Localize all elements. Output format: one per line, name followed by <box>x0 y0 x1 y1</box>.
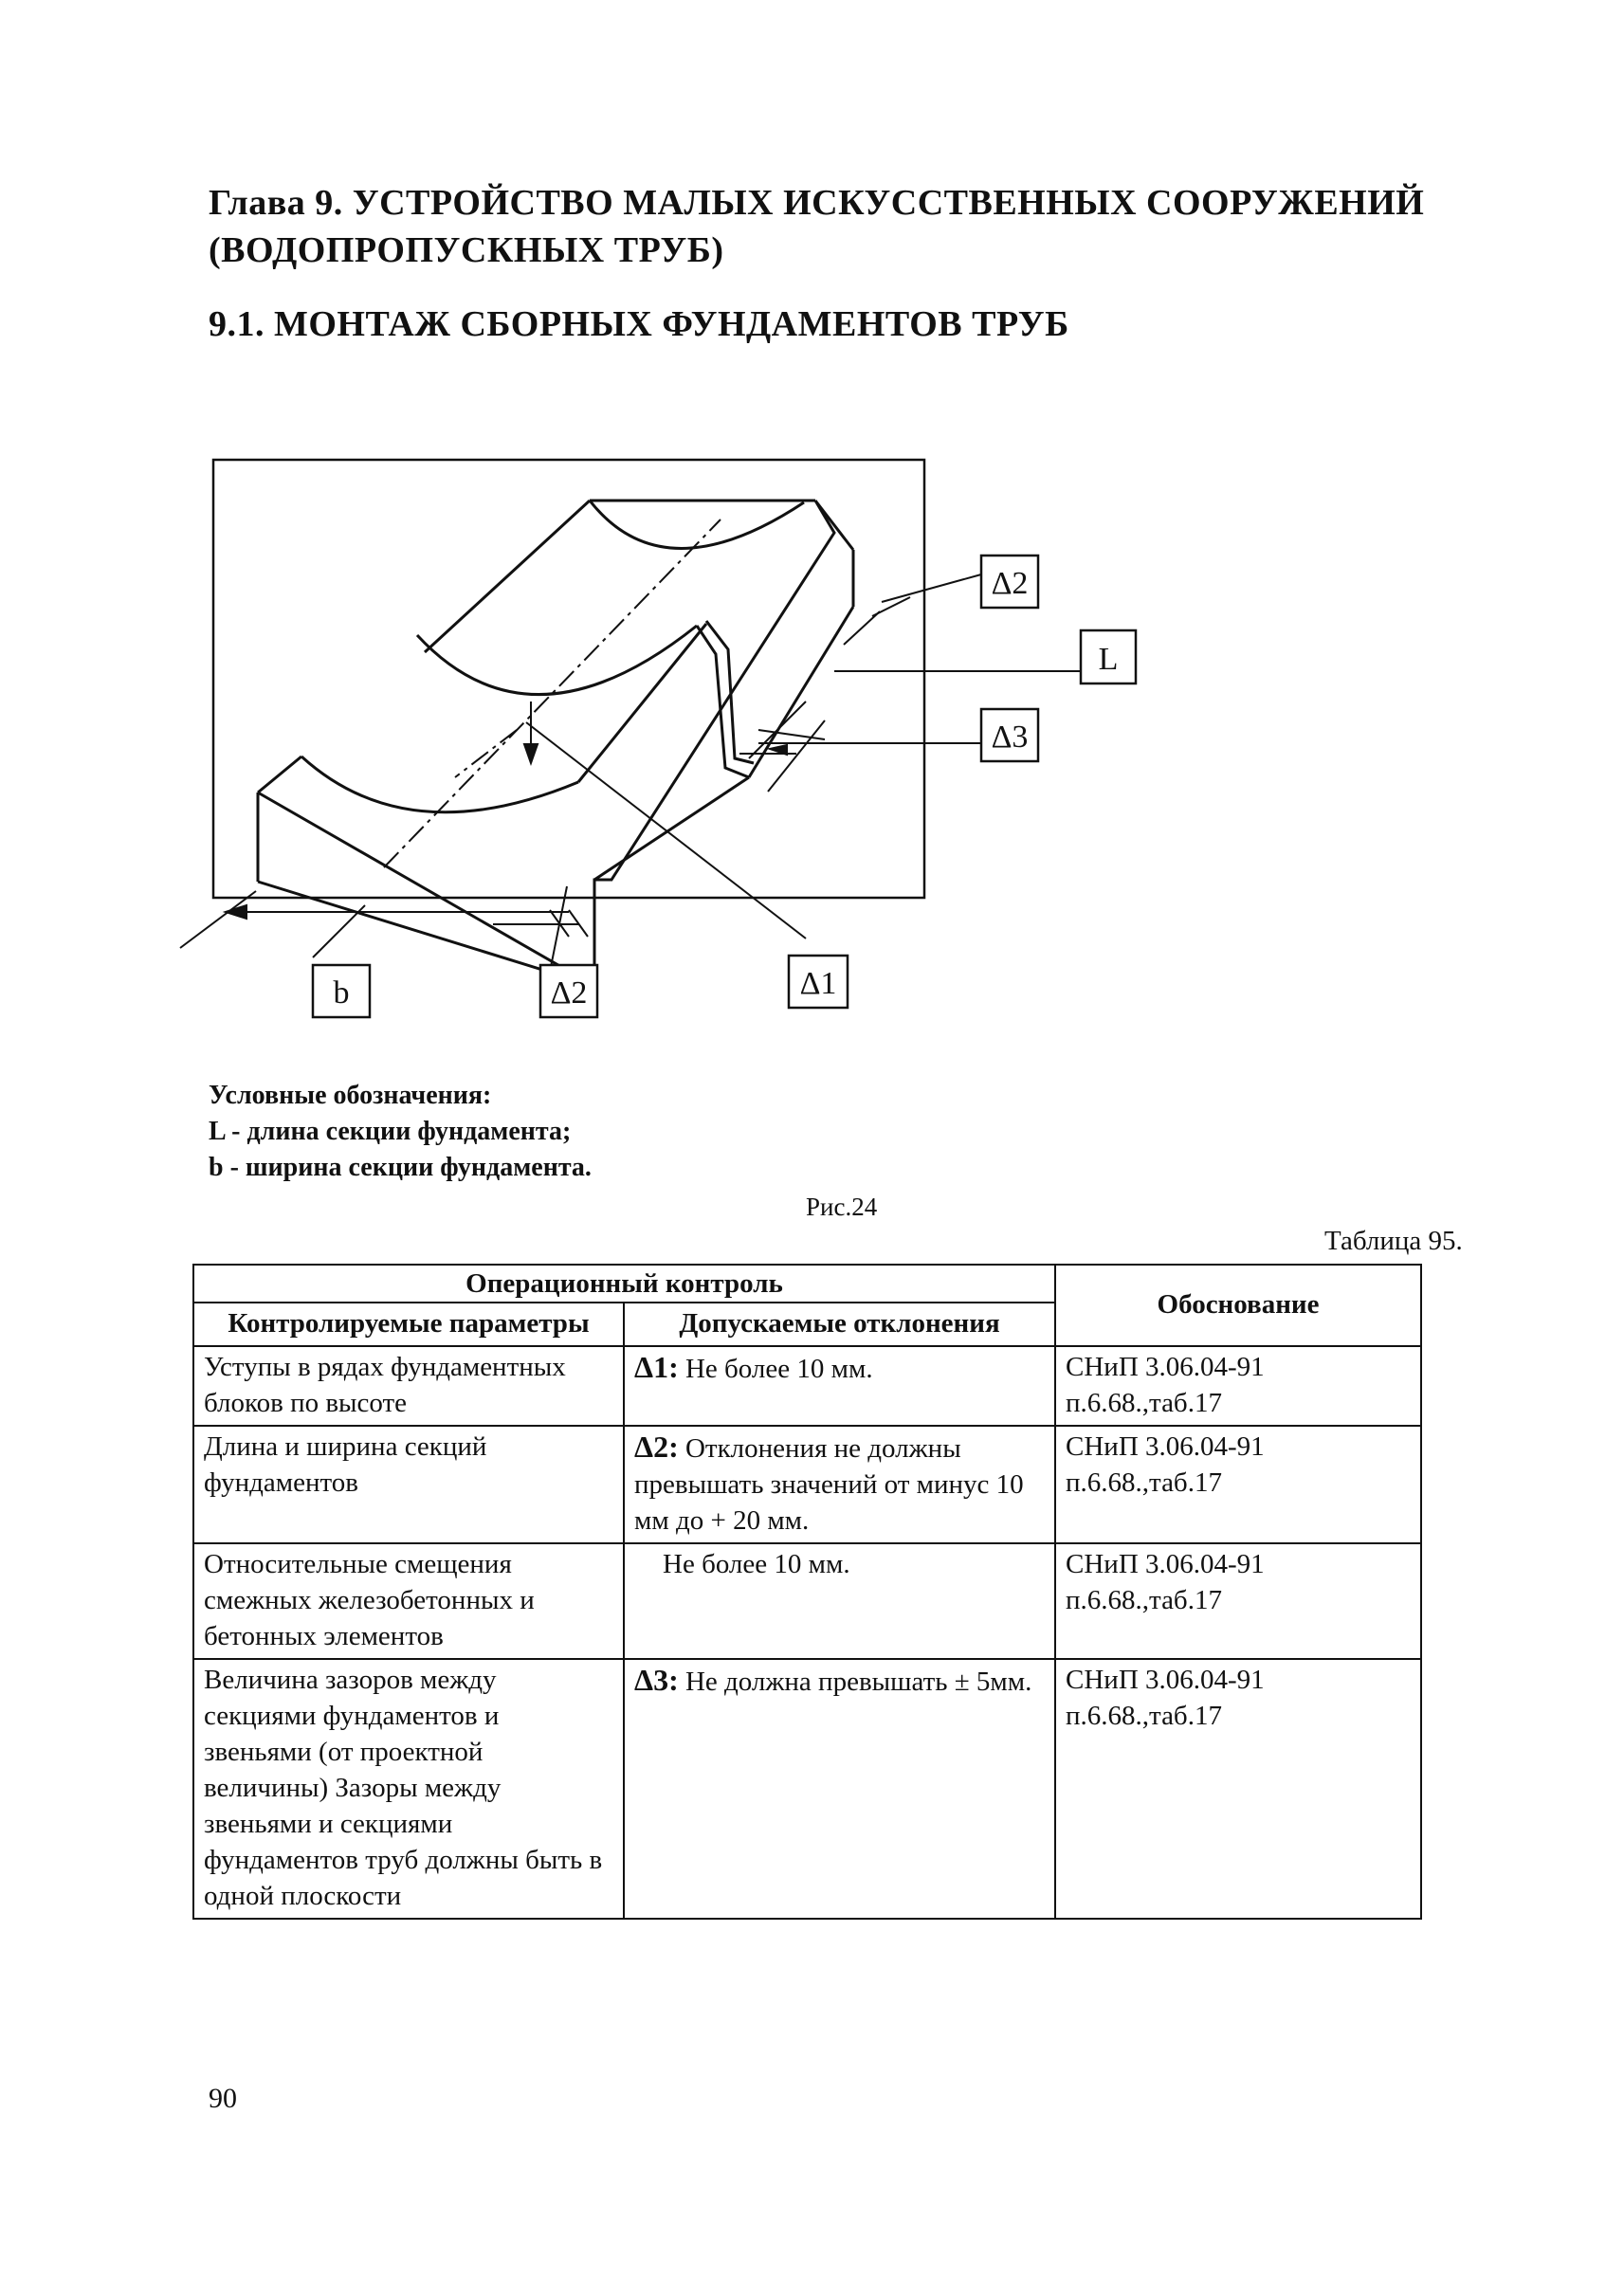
saddle-curve-near <box>301 756 578 812</box>
label-d1: Δ1 <box>799 966 837 1001</box>
figure-caption: Рис.24 <box>806 1193 878 1221</box>
legend-item-L: L - длина секции фундамента; <box>209 1117 572 1146</box>
foundation-diagram <box>0 436 1624 1024</box>
legend-item-b: b - ширина секции фундамента. <box>209 1153 592 1182</box>
label-L: L <box>1098 642 1119 677</box>
cell-param: Уступы в рядах фундаментных блоков по высоте <box>193 1346 624 1426</box>
tolerance-text: Не должна превышать ± 5мм. <box>684 1667 1032 1697</box>
table-label: Таблица 95. <box>1324 1226 1463 1256</box>
header-basis: Обоснование <box>1055 1265 1421 1346</box>
tolerance-text: Не более 10 мм. <box>663 1549 850 1579</box>
table-row <box>193 1346 1421 1426</box>
table-row <box>193 1426 1421 1543</box>
label-d3: Δ3 <box>991 720 1029 755</box>
label-d2-bottom: Δ2 <box>550 975 588 1011</box>
cell-tolerance <box>624 1659 1055 1919</box>
chapter-title-line2: (ВОДОПРОПУСКНЫХ ТРУБ) <box>209 230 724 270</box>
cell-tolerance <box>624 1426 1055 1543</box>
table-row <box>193 1543 1421 1659</box>
chapter-title-line1: Глава 9. УСТРОЙСТВО МАЛЫХ ИСКУССТВЕННЫХ СООРУЖЕНИЙ <box>209 183 1425 223</box>
label-d2-top: Δ2 <box>991 566 1029 601</box>
saddle-curve-mid <box>417 626 697 695</box>
page-number: 90 <box>209 2083 237 2114</box>
header-operational-control: Операционный контроль <box>193 1265 1055 1303</box>
tolerance-text: Не более 10 мм. <box>684 1354 873 1384</box>
header-params: Контролируемые параметры <box>193 1303 624 1346</box>
table-row <box>193 1659 1421 1919</box>
section-title: 9.1. МОНТАЖ СБОРНЫХ ФУНДАМЕНТОВ ТРУБ <box>209 304 1069 344</box>
block-outline <box>258 501 834 986</box>
tolerance-symbol: Δ3: <box>634 1663 679 1697</box>
label-b: b <box>333 975 350 1011</box>
cell-param: Длина и ширина секций фундаментов <box>193 1426 624 1543</box>
saddle-curve-far <box>590 501 804 549</box>
cell-param: Величина зазоров между секциями фундаментов и звеньями (от проектной величины) Зазоры между звеньями и секциями фундаментов труб должны быть в одной плоскости <box>193 1659 624 1919</box>
legend-title: Условные обозначения: <box>209 1081 492 1110</box>
control-table <box>192 1264 1422 1920</box>
cell-param: Относительные смещения смежных железобетонных и бетонных элементов <box>193 1543 624 1659</box>
header-tolerances: Допускаемые отклонения <box>624 1303 1055 1346</box>
cell-tolerance <box>624 1346 1055 1426</box>
tolerance-symbol: Δ1: <box>634 1350 679 1384</box>
cell-basis: СНиП 3.06.04-91 п.6.68.,таб.17 <box>1055 1543 1421 1659</box>
figure-frame <box>213 460 924 898</box>
cell-basis: СНиП 3.06.04-91 п.6.68.,таб.17 <box>1055 1426 1421 1543</box>
tolerance-text: Отклонения не должны превышать значений от минус 10 мм до + 20 мм. <box>634 1433 1024 1536</box>
tolerance-symbol: Δ2: <box>634 1430 679 1464</box>
cell-basis: СНиП 3.06.04-91 п.6.68.,таб.17 <box>1055 1346 1421 1426</box>
cell-basis: СНиП 3.06.04-91 п.6.68.,таб.17 <box>1055 1659 1421 1919</box>
cell-tolerance <box>624 1543 1055 1659</box>
